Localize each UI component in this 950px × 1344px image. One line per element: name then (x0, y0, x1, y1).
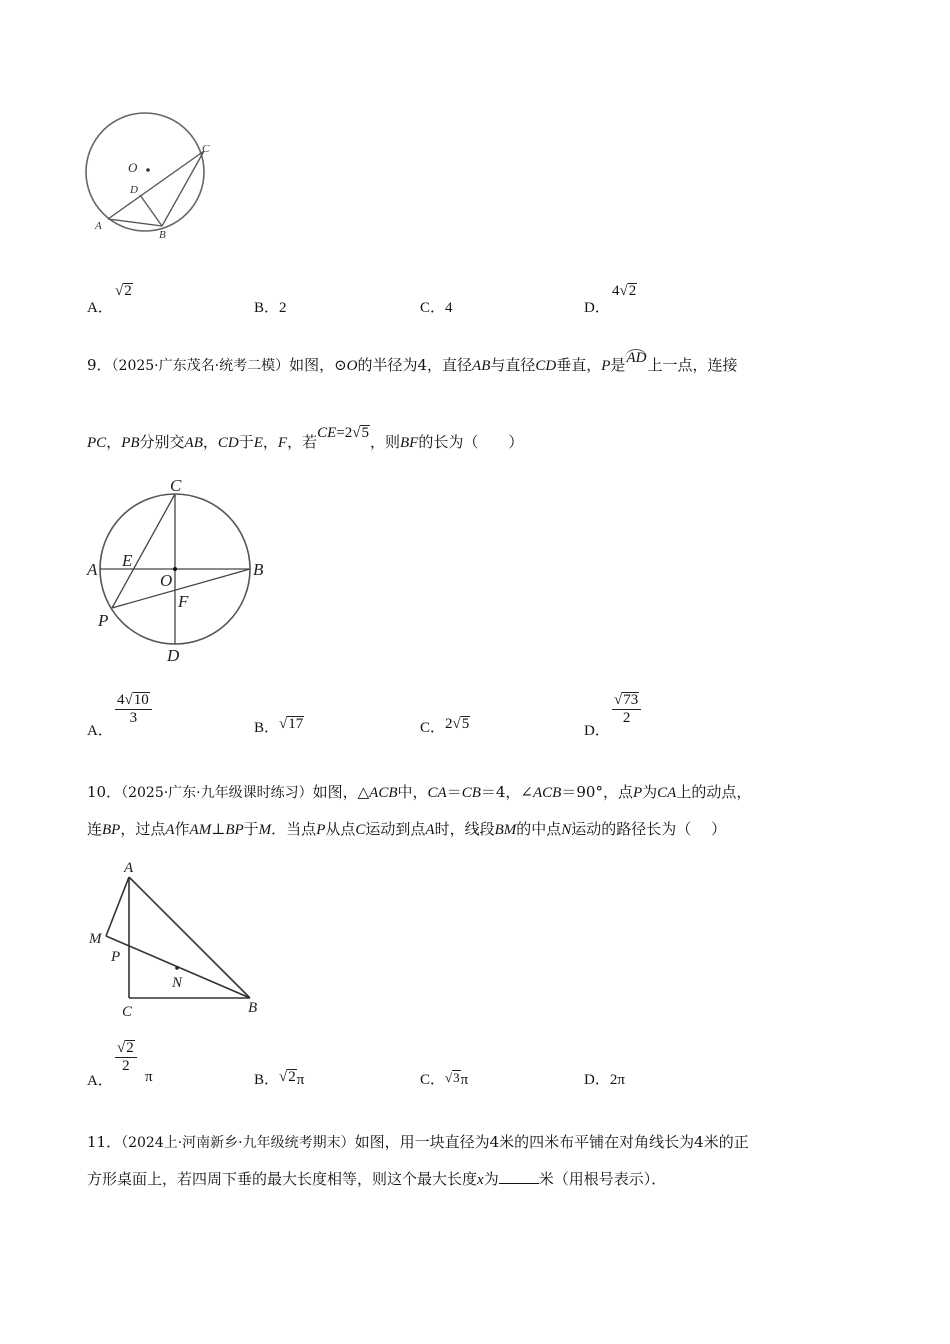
q10-label-P: P (111, 949, 121, 965)
q8-label-B: B (159, 229, 166, 241)
q10-option-c[interactable]: C．√3π (420, 1070, 469, 1088)
q10-figure (82, 855, 272, 1025)
q8-option-d[interactable]: D． 4√2 (584, 283, 637, 316)
q10-label-N: N (172, 975, 183, 991)
q9-option-c[interactable]: C．2√5 (420, 716, 470, 736)
q9-label-O: O (160, 571, 173, 590)
q11-line-1: 11．（2024上·河南新乡·九年级统考期末）如图，用一块直径为4米的四米布平铺在对角线长为4米的正 (87, 1133, 749, 1151)
q10-number: 10． (87, 783, 122, 801)
q9-option-d[interactable]: D． $\frac{√73}{2}$ (584, 692, 674, 740)
q10-label-A: A (124, 860, 134, 876)
q9-number: 9． (87, 356, 112, 374)
q9-figure (82, 470, 272, 670)
q10-option-b[interactable]: B．√2π (254, 1069, 305, 1088)
q8-figure (80, 110, 220, 245)
q10-label-B: B (248, 1000, 258, 1016)
q10-label-M: M (89, 931, 102, 947)
q10-source: （2025·广东·九年级课时练习） (121, 785, 313, 801)
q10-label-C: C (122, 1004, 133, 1020)
q8-label-D: D (130, 184, 138, 196)
q9-option-b[interactable]: B．√17 (254, 716, 304, 736)
q11-source: （2024上·河南新乡·九年级统考期末） (121, 1135, 355, 1151)
q8-option-b[interactable]: B．2 (254, 300, 287, 316)
q11-answer-blank[interactable] (499, 1171, 539, 1184)
q9-label-P: P (98, 611, 109, 630)
q9-label-F: F (178, 592, 189, 611)
q9-arc-AD: AD (626, 350, 647, 366)
q11-number: 11． (87, 1133, 122, 1151)
q10-option-d[interactable]: D．2π (584, 1072, 625, 1088)
q9-line-2: PC，PB分别交AB，CD于E，F，若CE=2√5，则BF的长为（ ） (87, 425, 524, 451)
q9-label-E: E (122, 551, 133, 570)
q8-label-A: A (95, 220, 102, 232)
q8-option-a[interactable]: A． √2 (87, 283, 132, 316)
q9-source: （2025·广东茂名·统考二模） (111, 358, 290, 374)
q10-option-a[interactable]: A． $\frac{√2}{2}$ π (87, 1040, 153, 1089)
q9-label-B: B (253, 560, 264, 579)
q9-label-A: A (87, 560, 98, 579)
q9-label-D: D (167, 646, 180, 665)
q9-option-a[interactable]: A． $\frac{4√10}{3}$ (87, 692, 187, 740)
q9-ce-expr: CE=2√5 (317, 425, 369, 441)
q11-line-2: 方形桌面上，若四周下垂的最大长度相等，则这个最大长度x为 米（用根号表示）． (87, 1170, 667, 1188)
q10-line-1: 10．（2025·广东·九年级课时练习）如图，△ACB中，CA＝CB＝4，∠ACB＝90°，点P为CA上的动点， (87, 783, 752, 801)
q8-option-c[interactable]: C．4 (420, 300, 453, 316)
q9-label-C: C (170, 476, 182, 495)
q9-line-1: 9．（2025·广东茂名·统考二模）如图，⊙O的半径为4，直径AB与直径CD垂直，P是AD上一点，连接 (87, 350, 738, 374)
q8-label-O: O (128, 160, 138, 175)
q8-label-C: C (202, 143, 210, 155)
q10-line-2: 连BP，过点A作AM⊥BP于M．当点P从点C运动到点A时，线段BM的中点N运动的路径长为（ ） (87, 820, 727, 838)
